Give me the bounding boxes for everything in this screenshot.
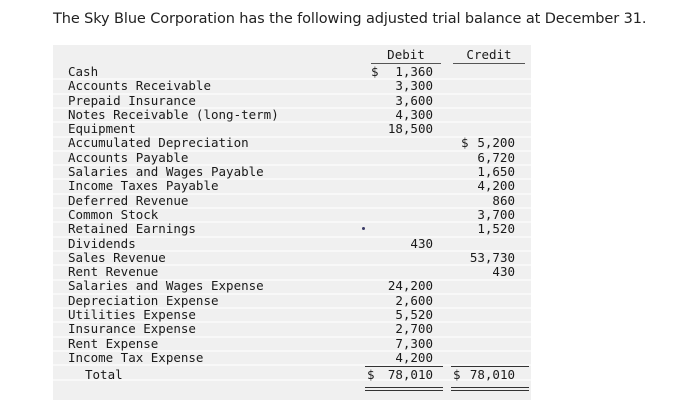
account-name: Salaries and Wages Payable	[68, 164, 264, 180]
debit-amount: 7,300	[395, 335, 433, 351]
account-name: Accounts Receivable	[68, 78, 211, 94]
table-row	[53, 294, 531, 308]
debit-amount: 4,200	[395, 349, 433, 365]
credit-amount: 860	[492, 192, 515, 208]
debit-amount: 2,600	[395, 292, 433, 308]
table-row	[53, 208, 531, 222]
account-name: Notes Receivable (long-term)	[68, 106, 279, 122]
account-name: Insurance Expense	[68, 321, 196, 337]
table-row	[53, 337, 531, 351]
credit-amount: 5,200	[477, 135, 515, 151]
account-name: Rent Revenue	[68, 264, 159, 280]
table-row	[53, 122, 531, 136]
table-row	[53, 151, 531, 165]
stray-dot	[362, 227, 365, 230]
credit-amount: 430	[492, 264, 515, 280]
table-row	[53, 65, 531, 79]
account-name: Dividends	[68, 235, 136, 251]
debit-amount: 5,520	[395, 307, 433, 323]
account-name: Cash	[68, 64, 99, 79]
debit-amount: 1,360	[395, 64, 433, 79]
page-heading: The Sky Blue Corporation has the following adjusted trial balance at December 31.	[53, 11, 647, 27]
credit-amount: 1,520	[477, 221, 515, 237]
table-row	[53, 194, 531, 208]
debit-amount: 2,700	[395, 321, 433, 337]
table-row	[53, 222, 531, 236]
debit-amount: 18,500	[387, 121, 433, 137]
debit-amount: 4,300	[395, 106, 433, 122]
credit-amount: 4,200	[477, 178, 515, 194]
column-header-debit: Debit	[387, 47, 425, 62]
debit-dollar-sign: $	[371, 64, 379, 79]
table-row	[53, 308, 531, 322]
account-name: Income Tax Expense	[68, 349, 204, 365]
table-row	[53, 251, 531, 265]
account-name: Sales Revenue	[68, 249, 166, 265]
credit-total-double-underline	[451, 390, 529, 391]
trial-balance-table	[53, 45, 531, 400]
account-name: Accounts Payable	[68, 149, 189, 165]
credit-amount: 6,720	[477, 149, 515, 165]
credit-dollar-sign: $	[461, 135, 469, 151]
credit-total-double-underline	[451, 387, 529, 388]
total-label: Total	[85, 367, 123, 383]
column-header-credit: Credit	[466, 47, 512, 62]
table-row	[53, 94, 531, 108]
account-name: Rent Expense	[68, 335, 159, 351]
account-name: Prepaid Insurance	[68, 92, 196, 108]
debit-total-double-underline	[365, 387, 443, 388]
credit-amount: 53,730	[469, 249, 515, 265]
credit-amount: 3,700	[477, 206, 515, 222]
table-row	[53, 136, 531, 150]
account-name: Income Taxes Payable	[68, 178, 219, 194]
table-row	[53, 351, 531, 365]
total-credit-dollar-sign: $	[453, 367, 461, 383]
account-name: Accumulated Depreciation	[68, 135, 249, 151]
debit-sum-line	[365, 366, 443, 367]
account-name: Salaries and Wages Expense	[68, 278, 264, 294]
table-row	[53, 279, 531, 293]
debit-amount: 24,200	[387, 278, 433, 294]
account-name: Common Stock	[68, 206, 159, 222]
credit-sum-line	[451, 366, 529, 367]
account-name: Deferred Revenue	[68, 192, 189, 208]
table-row	[53, 322, 531, 336]
total-debit-amount: 78,010	[387, 367, 433, 383]
table-row	[53, 108, 531, 122]
table-row	[53, 179, 531, 193]
table-row	[53, 265, 531, 279]
total-row	[53, 368, 531, 382]
total-debit-dollar-sign: $	[367, 367, 375, 383]
table-row	[53, 79, 531, 93]
total-credit-amount: 78,010	[469, 367, 515, 383]
account-name: Equipment	[68, 121, 136, 137]
credit-amount: 1,650	[477, 164, 515, 180]
debit-total-double-underline	[365, 390, 443, 391]
account-rows	[53, 65, 531, 383]
debit-amount: 430	[410, 235, 433, 251]
account-name: Depreciation Expense	[68, 292, 219, 308]
table-row	[53, 237, 531, 251]
account-name: Utilities Expense	[68, 307, 196, 323]
debit-amount: 3,600	[395, 92, 433, 108]
table-row	[53, 165, 531, 179]
credit-header-underline	[453, 63, 525, 64]
account-name: Retained Earnings	[68, 221, 196, 237]
debit-amount: 3,300	[395, 78, 433, 94]
